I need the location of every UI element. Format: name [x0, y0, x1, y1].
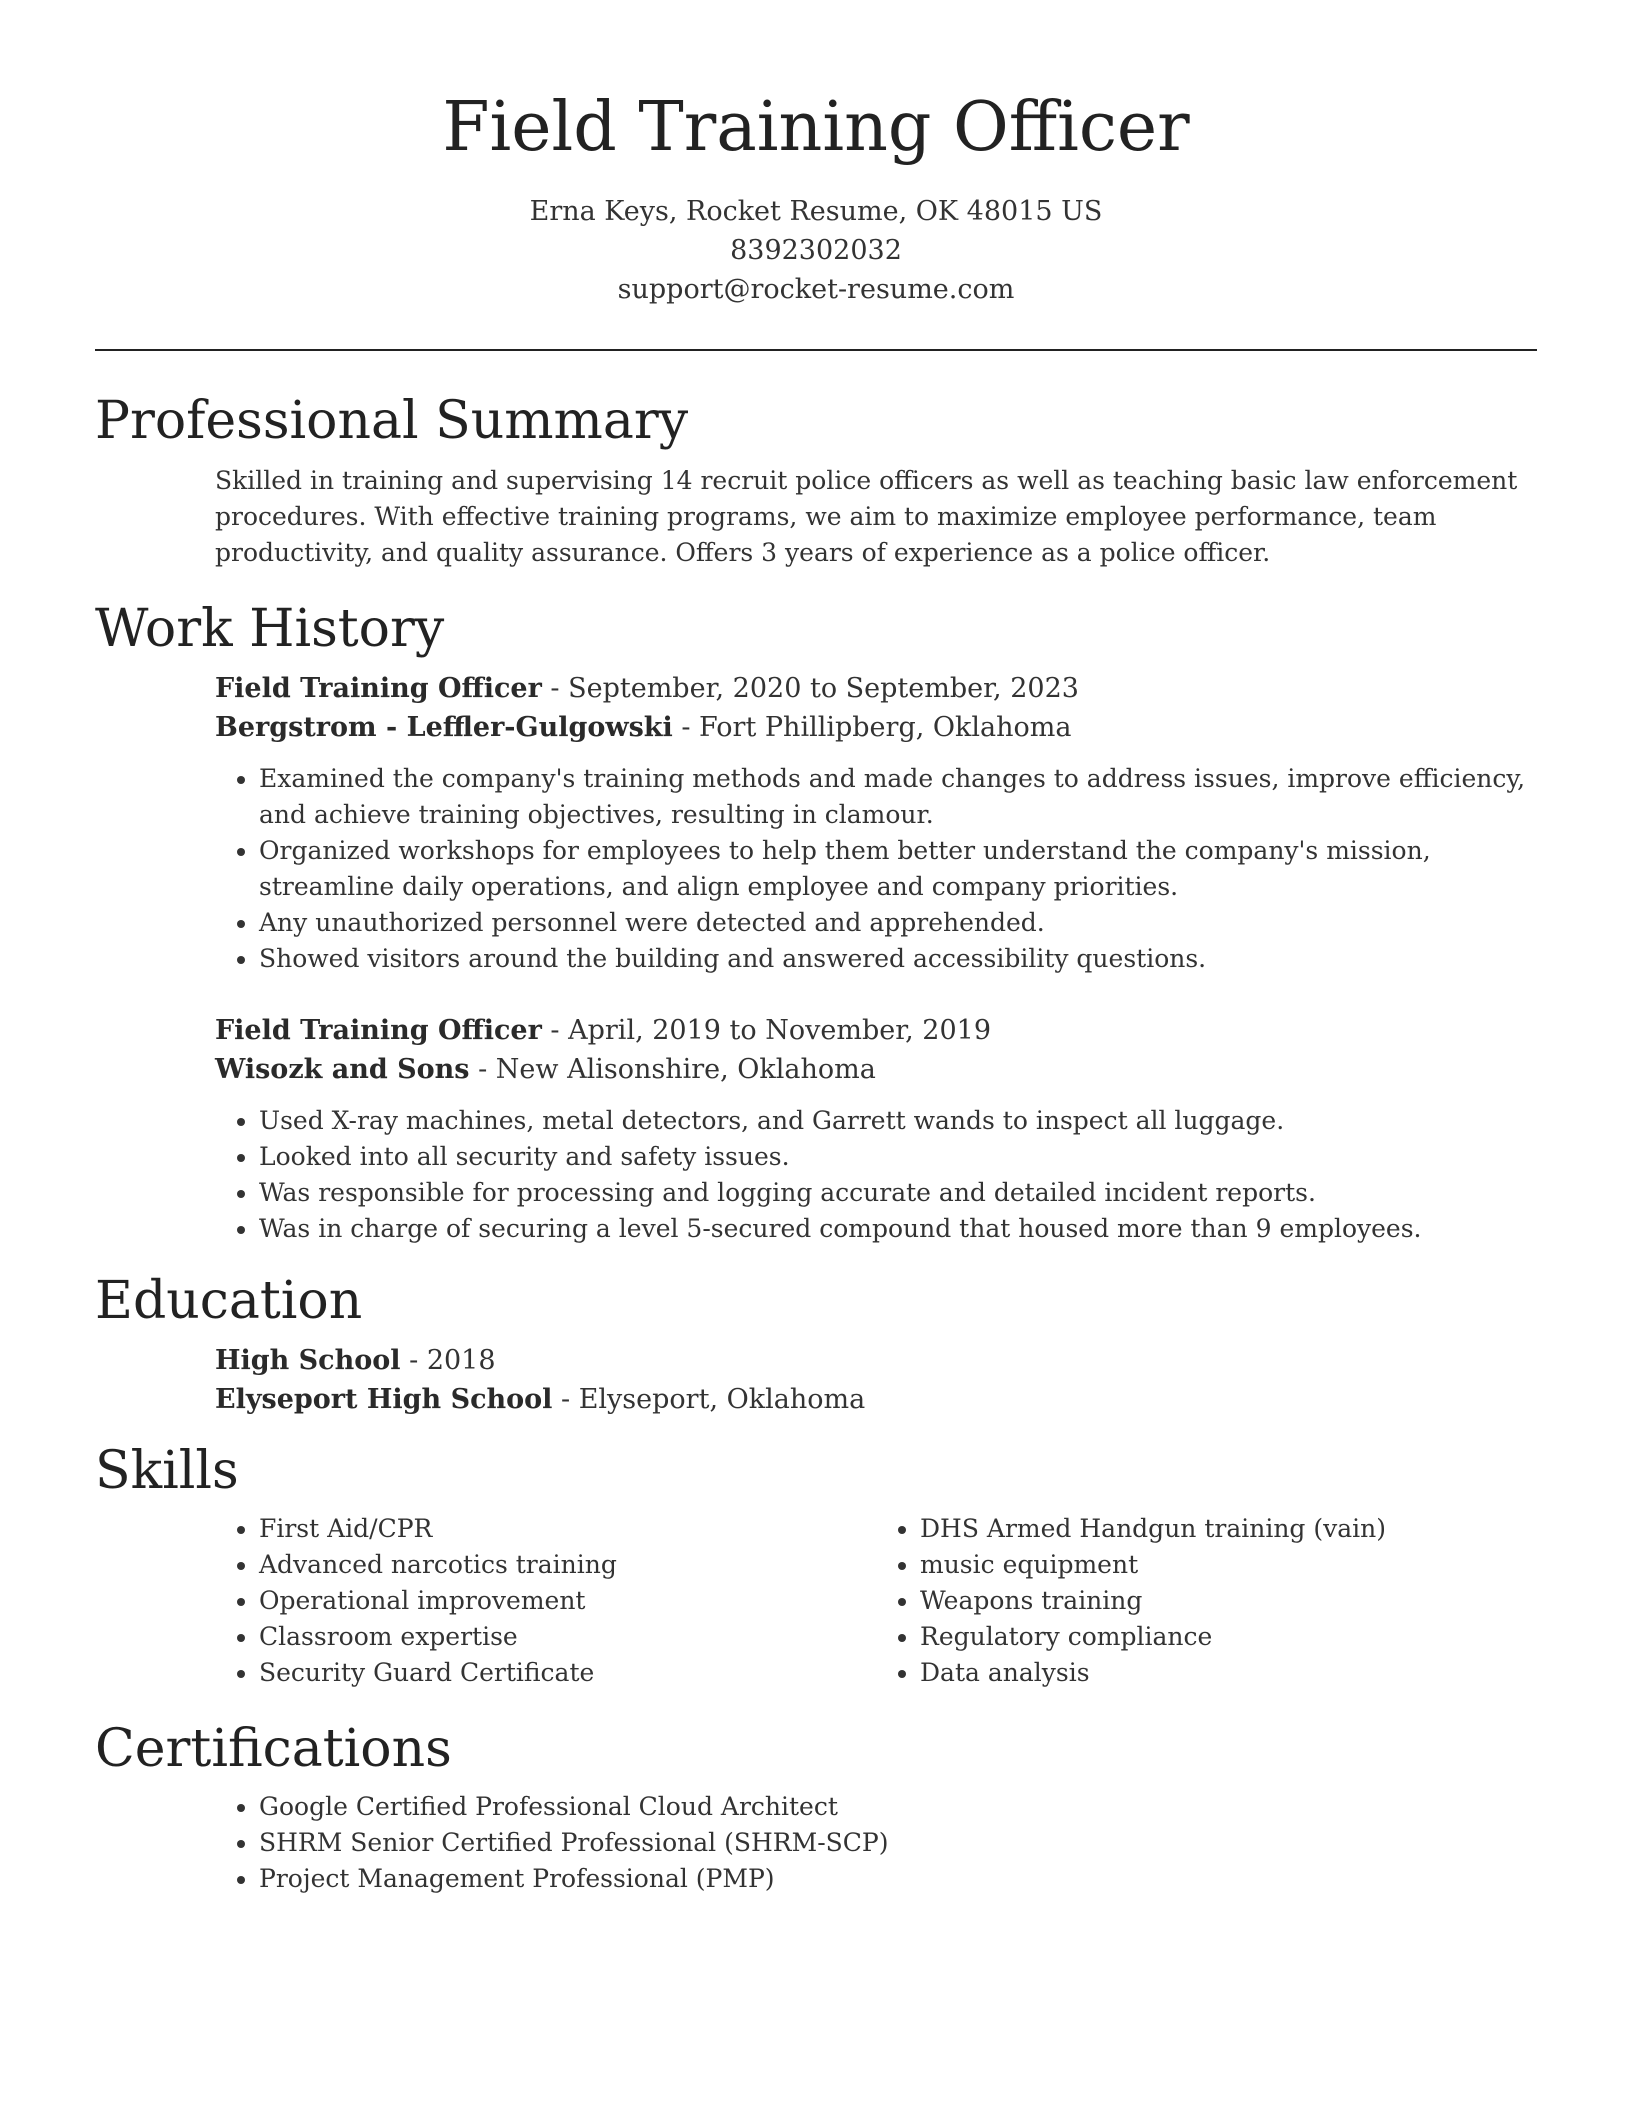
- job-bullets: [215, 761, 1537, 977]
- job-dates: - September, 2020 to September, 2023: [541, 673, 1079, 704]
- contact-address: Erna Keys, Rocket Resume, OK 48015 US: [529, 196, 1103, 227]
- job-role: Field Training Officer: [215, 673, 542, 704]
- certifications-block: [215, 1789, 1537, 1897]
- certifications-heading: Certifications: [95, 1719, 452, 1779]
- skill-item: • Classroom expertise: [259, 1619, 876, 1655]
- skill-item: • Security Guard Certificate: [259, 1655, 876, 1691]
- summary-heading: Professional Summary: [95, 391, 689, 451]
- job-bullet: • Was in charge of securing a level 5-secured compound that housed more than 9 employees.: [259, 1211, 1537, 1247]
- job-dates: - April, 2019 to November, 2019: [541, 1015, 992, 1046]
- job-company-line: [215, 708, 1537, 747]
- certification-item: • Google Certified Professional Cloud Architect: [259, 1789, 1537, 1825]
- certification-item: • SHRM Senior Certified Professional (SHRM-SCP): [259, 1825, 1537, 1861]
- contact-block: [0, 192, 1632, 309]
- skills-list-right: [876, 1511, 1537, 1691]
- contact-phone: 8392302032: [730, 235, 902, 266]
- education-year: - 2018: [400, 1345, 496, 1376]
- certifications-section: [95, 1717, 1537, 1897]
- contact-email: support@rocket-resume.com: [617, 274, 1015, 305]
- summary-text: Skilled in training and supervising 14 recruit police officers as well as teaching basic law enforcement procedures. With effective training programs, we aim to maximize employee performance, team productivity, and quality assurance. Offers 3 years of experience as a police officer.: [215, 466, 1518, 567]
- job-company: Bergstrom - Leffler-Gulgowski: [215, 712, 673, 743]
- skill-item: • Weapons training: [920, 1583, 1537, 1619]
- job-bullet: • Showed visitors around the building and answered accessibility questions.: [259, 941, 1537, 977]
- resume-title: Field Training Officer: [442, 88, 1190, 167]
- education-entry: [215, 1341, 1537, 1419]
- job-company-line: [215, 1050, 1537, 1089]
- skills-section: [95, 1439, 1537, 1691]
- education-degree-line: [215, 1341, 1537, 1380]
- certifications-list: [215, 1789, 1537, 1897]
- job-title-line: [215, 1011, 1537, 1050]
- skill-item: • Operational improvement: [259, 1583, 876, 1619]
- job-location: - New Alisonshire, Oklahoma: [469, 1054, 876, 1085]
- skill-item: • First Aid/CPR: [259, 1511, 876, 1547]
- skill-item: • Regulatory compliance: [920, 1619, 1537, 1655]
- skills-grid: [215, 1511, 1537, 1691]
- job-location: - Fort Phillipberg, Oklahoma: [672, 712, 1072, 743]
- education-degree: High School: [215, 1345, 401, 1376]
- job-role: Field Training Officer: [215, 1015, 542, 1046]
- job-company: Wisozk and Sons: [215, 1054, 470, 1085]
- job-bullet: • Used X-ray machines, metal detectors, and Garrett wands to inspect all luggage.: [259, 1103, 1537, 1139]
- job-bullet: • Organized workshops for employees to help them better understand the company's mission, streamline daily operations, and align employee and company priorities.: [259, 833, 1537, 905]
- education-section: [95, 1269, 1537, 1419]
- skill-item: • music equipment: [920, 1547, 1537, 1583]
- skill-item: • Data analysis: [920, 1655, 1537, 1691]
- resume-header: [0, 0, 1632, 309]
- education-school: Elyseport High School: [215, 1384, 553, 1415]
- education-heading: Education: [95, 1271, 363, 1331]
- summary-section: [95, 389, 1537, 571]
- job-entry: [215, 669, 1537, 977]
- education-school-line: [215, 1380, 1537, 1419]
- skills-list-left: [215, 1511, 876, 1691]
- skill-item: • DHS Armed Handgun training (vain): [920, 1511, 1537, 1547]
- skill-item: • Advanced narcotics training: [259, 1547, 876, 1583]
- certification-item: • Project Management Professional (PMP): [259, 1861, 1537, 1897]
- work-history-section: [95, 597, 1537, 1247]
- education-location: - Elyseport, Oklahoma: [552, 1384, 866, 1415]
- job-bullet: • Looked into all security and safety issues.: [259, 1139, 1537, 1175]
- job-title-line: [215, 669, 1537, 708]
- job-bullet: • Examined the company's training methods and made changes to address issues, improve efficiency, and achieve training objectives, resulting in clamour.: [259, 761, 1537, 833]
- job-bullets: [215, 1103, 1537, 1247]
- job-entry: [215, 1011, 1537, 1247]
- job-bullet: • Was responsible for processing and logging accurate and detailed incident reports.: [259, 1175, 1537, 1211]
- job-bullet: • Any unauthorized personnel were detected and apprehended.: [259, 905, 1537, 941]
- work-history-heading: Work History: [95, 599, 445, 659]
- header-divider: [95, 349, 1537, 351]
- skills-heading: Skills: [95, 1441, 239, 1501]
